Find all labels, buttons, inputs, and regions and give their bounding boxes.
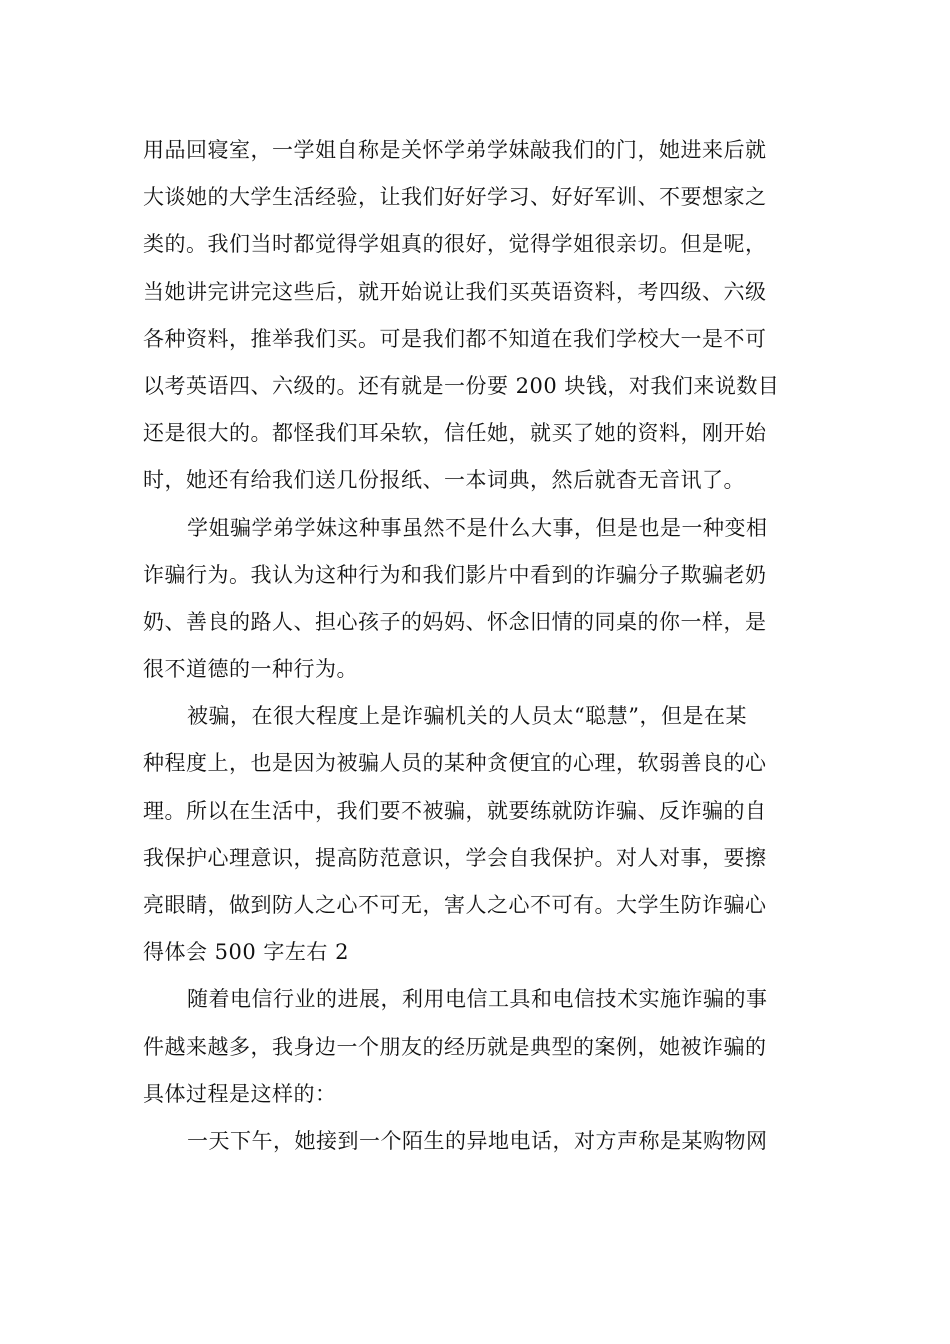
text-line: 类的。我们当时都觉得学姐真的很好，觉得学姐很亲切。但是呢， [143, 232, 767, 257]
text-line: 我保护心理意识，提高防范意识，学会自我保护。对人对事，要擦 [143, 845, 767, 870]
text-line: 还是很大的。都怪我们耳朵软，信任她，就买了她的资料，刚开始 [143, 421, 767, 446]
paragraph-first-line: 随着电信行业的进展，利用电信工具和电信技术实施诈骗的事 [187, 987, 768, 1012]
paragraph-first-line: 一天下午，她接到一个陌生的异地电话，对方声称是某购物网 [187, 1128, 768, 1153]
text-line: 时，她还有给我们送几份报纸、一本词典，然后就杳无音讯了。 [143, 468, 745, 493]
paragraph-first-line: 学姐骗学弟学妹这种事虽然不是什么大事，但是也是一种变相 [187, 515, 768, 540]
text-line: 以考英语四、六级的。还有就是一份要 200 块钱，对我们来说数目 [143, 373, 780, 398]
text-line: 用品回寝室，一学姐自称是关怀学弟学妹敲我们的门，她进来后就 [143, 138, 767, 162]
text-line: 当她讲完讲完这些后，就开始说让我们买英语资料，考四级、六级 [143, 279, 767, 304]
body-text [143, 127, 807, 1165]
text-line: 诈骗行为。我认为这种行为和我们影片中看到的诈骗分子欺骗老奶 [143, 562, 767, 587]
text-line: 大谈她的大学生活经验，让我们好好学习、好好军训、不要想家之 [143, 185, 767, 210]
text-line: 种程度上，也是因为被骗人员的某种贪便宜的心理，软弱善良的心 [143, 751, 767, 776]
paragraph-first-line: 被骗，在很大程度上是诈骗机关的人员太“聪慧”，但是在某 [187, 704, 747, 729]
text-line: 亮眼睛，做到防人之心不可无，害人之心不可有。大学生防诈骗心 [143, 893, 767, 917]
text-line: 件越来越多，我身边一个朋友的经历就是典型的案例，她被诈骗的 [143, 1034, 767, 1059]
text-line: 很不道德的一种行为。 [143, 657, 358, 682]
text-line: 理。所以在生活中，我们要不被骗，就要练就防诈骗、反诈骗的自 [143, 798, 767, 823]
text-line: 得体会 500 字左右 2 [143, 940, 349, 965]
text-line: 奶、善良的路人、担心孩子的妈妈、怀念旧情的同桌的你一样，是 [143, 609, 767, 634]
text-line: 具体过程是这样的： [143, 1081, 337, 1106]
text-line: 各种资料，推举我们买。可是我们都不知道在我们学校大一是不可 [143, 326, 767, 351]
